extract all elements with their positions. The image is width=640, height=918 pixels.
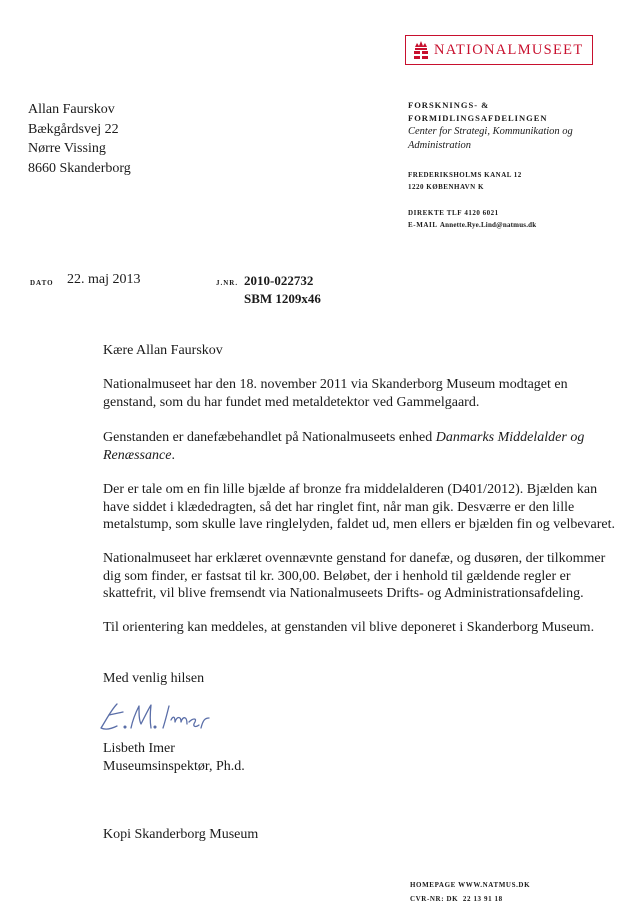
footer-cvr: [410, 892, 530, 906]
paragraph-2: [103, 429, 623, 464]
paragraph-1: [103, 376, 623, 411]
paragraph-4-text: Nationalmuseet har erklæret ovennævnte genstand for danefæ, og dusøren, der tilkommer dig som finder, er fastsat til kr. 300,00. Beløbet, der i henhold til gældende regler er skattefrit, vil blive fremsendt via Nationalmuseets Drifts- og Administrationsafdeling.: [103, 551, 606, 601]
paragraph-3: [103, 481, 623, 534]
paragraph-4: [103, 550, 623, 603]
handwritten-signature: [95, 700, 215, 734]
phone-label: DIREKTE TLF: [408, 209, 463, 217]
recipient-street: Bækgårdsvej 22: [28, 121, 119, 137]
sender-address-line-2: 1220 KØBENHAVN K: [408, 183, 484, 191]
paragraph-1-text: Nationalmuseet har den 18. november 2011 via Skanderborg Museum modtaget en genstand, som du har fundet med metaldetektor ved Gammelgaard.: [103, 377, 568, 410]
sender-address-line-1: FREDERIKSHOLMS KANAL 12: [408, 171, 522, 179]
footer: [410, 878, 530, 906]
email-link[interactable]: Annette.Rye.Lind@natmus.dk: [439, 221, 537, 229]
recipient-locality: Nørre Vissing: [28, 141, 106, 156]
paragraph-2-end: .: [171, 447, 175, 463]
homepage-label: HOMEPAGE: [410, 881, 456, 889]
paragraph-5: [103, 619, 623, 637]
logo-text: NATIONALMUSEET: [434, 41, 584, 58]
jnr-line-1: 2010-022732: [244, 273, 314, 288]
signer-title: Museumsinspektør, Ph.d.: [103, 759, 245, 774]
copy-recipient: Kopi Skanderborg Museum: [103, 827, 259, 842]
date-label: DATO: [30, 279, 54, 287]
center-line-1: Center for Strategi, Kommunikation og: [408, 126, 573, 137]
jnr-label: J.NR.: [216, 279, 239, 287]
salutation: Kære Allan Faurskov: [103, 343, 223, 358]
paragraph-2-text: [103, 429, 623, 464]
recipient-name: Allan Faurskov: [28, 102, 115, 117]
paragraph-5-text: Til orientering kan meddeles, at genstanden vil blive deponeret i Skanderborg Museum.: [103, 620, 595, 635]
nationalmuseet-logo: [405, 35, 593, 65]
paragraph-3-text: Der er tale om en fin lille bjælde af bronze fra middelalderen (D401/2012). Bjælden kan have siddet i klædedragten, så det har ringlet fint, når man gik. Desværre er den lille metalstump, som skulle lave ringlelyden, faldet ud, men ellers er bjælden fin og velbevaret.: [103, 482, 616, 532]
cvr-label: CVR-NR:: [410, 895, 445, 903]
department-line-1: FORSKNINGS- &: [408, 100, 490, 110]
cvr-value: DK 22 13 91 18: [446, 895, 503, 903]
center-line-2: Administration: [408, 139, 472, 151]
recipient-address: [28, 100, 131, 178]
paragraph-2-lead: Genstanden er danefæbehandlet på Nationalmuseets enhed: [103, 430, 436, 445]
phone-value: 4120 6021: [464, 209, 499, 217]
recipient-postal-city: 8660 Skanderborg: [28, 160, 131, 176]
email-label: E-MAIL: [408, 221, 438, 229]
crown-icon: [412, 40, 430, 60]
sender-block: [408, 99, 633, 231]
closing: Med venlig hilsen: [103, 671, 205, 686]
jnr-line-2: SBM 1209x46: [244, 291, 321, 306]
jnr-value: [244, 272, 321, 308]
email: [408, 219, 633, 231]
direct-phone: [408, 207, 633, 219]
homepage-link[interactable]: WWW.NATMUS.DK: [458, 881, 531, 889]
unit-name: Danmarks Middelalder og Renæssance: [103, 430, 585, 463]
signer-name: Lisbeth Imer: [103, 741, 175, 756]
department-line-2: FORMIDLINGSAFDELINGEN: [408, 113, 548, 123]
footer-homepage: [410, 878, 530, 892]
date-value: 22. maj 2013: [67, 272, 141, 287]
